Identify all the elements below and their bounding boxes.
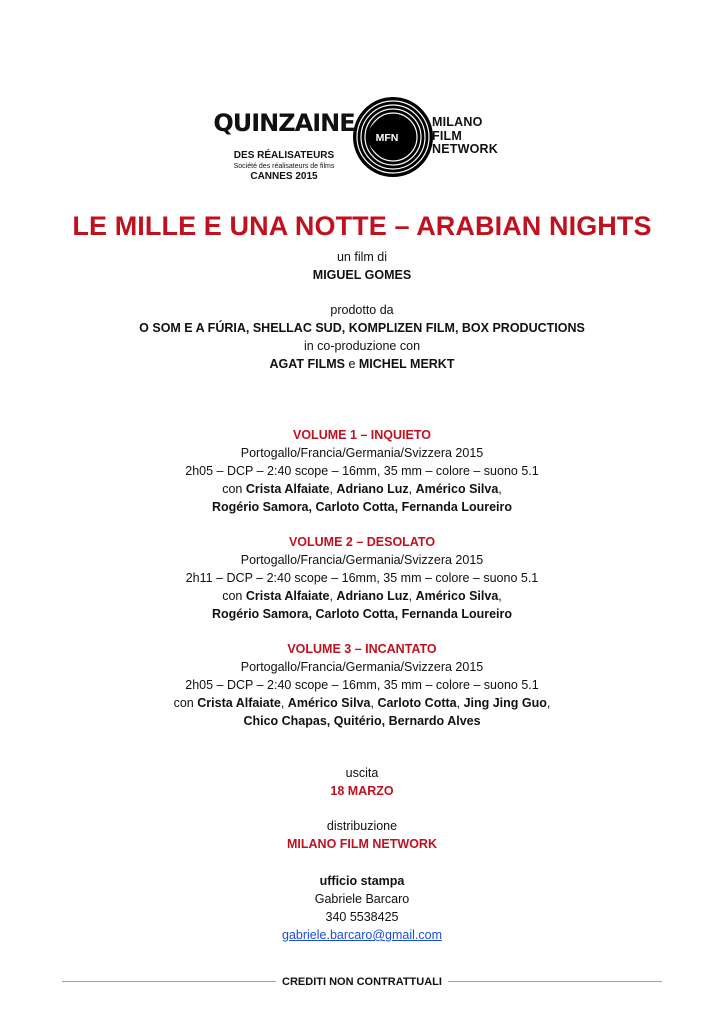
producer: BOX PRODUCTIONS	[461, 321, 585, 335]
quinzaine-logo	[213, 96, 355, 186]
volume-title: VOLUME 1 – INQUIETO	[293, 428, 431, 442]
producer: KOMPLIZEN FILM	[348, 321, 455, 335]
distribution-label: distribuzione	[326, 819, 398, 833]
volume-specs: 2h11 – DCP – 2:40 scope – 16mm, 35 mm – colore – suono 5.1	[185, 571, 539, 585]
mfn-badge-text: MFN	[375, 132, 399, 144]
volume-cast-line2: Rogério Samora, Carloto Cotta, Fernanda Loureiro	[211, 500, 513, 514]
coproducer: AGAT FILMS	[269, 357, 345, 371]
coproducer: MICHEL MERKT	[358, 357, 455, 371]
volume-countries: Portogallo/Francia/Germania/Svizzera 2015	[240, 660, 484, 674]
volume-countries: Portogallo/Francia/Germania/Svizzera 2015	[240, 446, 484, 460]
press-office-label: ufficio stampa	[319, 874, 405, 888]
distributor-name: MILANO FILM NETWORK	[287, 837, 437, 851]
mfn-name-line: NETWORK	[432, 142, 498, 156]
director-name: MIGUEL GOMES	[312, 268, 412, 282]
mfn-name-line: FILM	[432, 128, 462, 143]
produced-by-label: prodotto da	[330, 303, 394, 317]
coproduction-label: in co-produzione con	[303, 339, 421, 353]
producer: O SOM E A FÚRIA	[139, 321, 246, 335]
volume-cast-line2: Rogério Samora, Carloto Cotta, Fernanda Loureiro	[211, 607, 513, 621]
quinzaine-wordmark: QUINZAINE	[213, 109, 355, 137]
release-date: 18 MARZO	[330, 784, 394, 798]
volume-cast-line1: con Crista Alfaiate, Adriano Luz, Américo Silva,	[222, 482, 502, 496]
footer-text: CREDITI NON CONTRATTUALI	[276, 976, 448, 988]
quinzaine-society: Société des réalisateurs de films	[233, 163, 335, 170]
volume-cast-line1: con Crista Alfaiate, Adriano Luz, Américo Silva,	[222, 589, 502, 603]
press-contact-phone: 340 5538425	[325, 910, 399, 924]
volume-cast-line1: con Crista Alfaiate, Américo Silva, Carloto Cotta, Jing Jing Guo,	[173, 696, 551, 710]
volume-cast-line2: Chico Chapas, Quitério, Bernardo Alves	[243, 714, 481, 728]
volume-title: VOLUME 3 – INCANTATO	[287, 642, 437, 656]
volume-title: VOLUME 2 – DESOLATO	[288, 535, 436, 549]
volume-specs: 2h05 – DCP – 2:40 scope – 16mm, 35 mm – colore – suono 5.1	[185, 464, 539, 478]
footer	[0, 972, 724, 990]
coproducers-list	[0, 355, 724, 373]
mfn-logo-disc	[352, 96, 434, 178]
release-label: uscita	[345, 766, 379, 780]
quinzaine-subtitle: DES RÉALISATEURS	[233, 150, 335, 161]
film-by-label: un film di	[336, 250, 388, 264]
film-title: LE MILLE E UNA NOTTE – ARABIAN NIGHTS	[72, 211, 652, 241]
press-contact-email-row	[0, 926, 724, 944]
coproducers-joiner: e	[348, 357, 356, 371]
volume-countries: Portogallo/Francia/Germania/Svizzera 2015	[240, 553, 484, 567]
press-contact-email-link[interactable]: gabriele.barcaro@gmail.com	[282, 928, 442, 942]
volume-specs: 2h05 – DCP – 2:40 scope – 16mm, 35 mm – colore – suono 5.1	[185, 678, 539, 692]
quinzaine-edition: CANNES 2015	[250, 171, 318, 182]
press-contact-name: Gabriele Barcaro	[314, 892, 410, 906]
producer: SHELLAC SUD	[252, 321, 342, 335]
mfn-name-line: MILANO	[432, 115, 483, 129]
producers-list: O SOM E A FÚRIA, SHELLAC SUD, KOMPLIZEN FILM, BOX PRODUCTIONS	[139, 321, 585, 335]
mfn-logo-name	[432, 116, 498, 157]
